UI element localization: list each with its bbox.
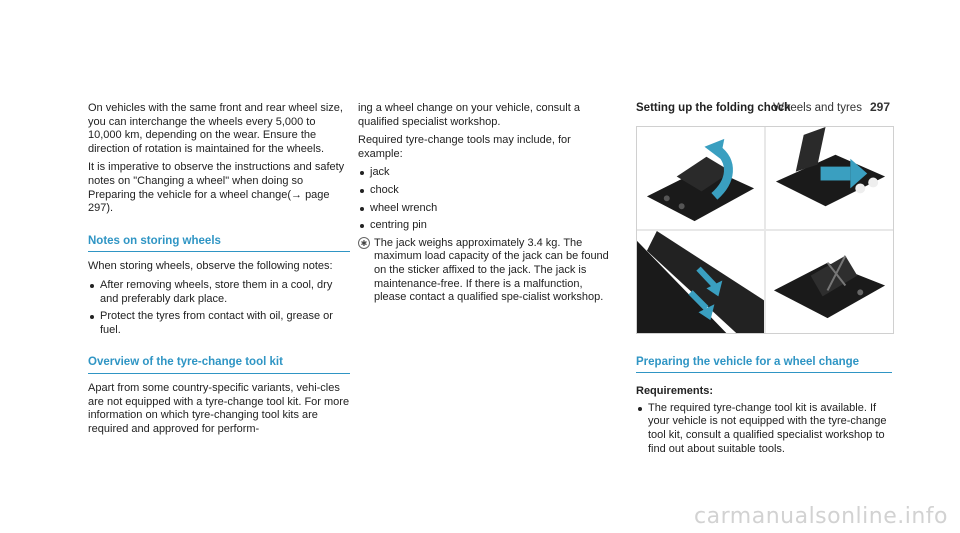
list-item: wheel wrench [358,202,616,216]
tools-list [358,166,616,232]
bullet-icon [360,224,364,228]
chock-step-1-image [637,127,764,229]
list-item: Protect the tyres from contact with oil, grease or fuel. [88,310,350,337]
chock-step-3-image [637,231,764,333]
list-item: After removing wheels, store them in a cool, dry and preferably dark place. [88,279,350,306]
info-note [358,237,616,305]
heading-folding-chock: Setting up the folding chock [636,102,791,114]
chock-step-2-image [766,127,893,229]
bullet-icon [638,407,642,411]
folding-chock-figure [636,126,894,334]
chock-step-4-image [766,231,893,333]
required-tools-intro: Required tyre-change tools may include, for example: [358,134,571,160]
section-title: Wheels and tyres [773,102,862,114]
column-1 [88,102,350,441]
bullet-icon [90,315,94,319]
list-item: jack [358,166,616,180]
continuation-paragraph: ing a wheel change on your vehicle, consult a qualified specialist workshop. [358,102,580,128]
bullet-icon [360,171,364,175]
heading-storing-wheels: Notes on storing wheels [88,235,350,253]
requirements-label: Requirements: [636,385,714,398]
column-3 [636,102,892,460]
bullet-icon [360,207,364,211]
bullet-icon [90,284,94,288]
tool-kit-paragraph: Apart from some country-specific variants, vehi-cles are not equipped with a tyre-change tool kit. For more information on which tyre-changing tool kits are required and approved for perform- [88,381,350,435]
heading-preparing-vehicle: Preparing the vehicle for a wheel change [636,356,892,374]
storing-intro: When storing wheels, observe the following notes: [88,260,333,273]
column-2 [358,102,616,305]
bullet-icon [360,189,364,193]
rotation-paragraph: On vehicles with the same front and rear wheel size, you can interchange the wheels every 5,000 to 10,000 km, depending on the wear. Ensure the direction of rotation is maintained for the wheels. [88,102,343,155]
page-number: 297 [869,100,890,114]
watermark: carmanualsonline.info [694,504,948,529]
storing-list [88,279,350,337]
heading-tool-kit: Overview of the tyre-change tool kit [88,356,350,374]
list-item: chock [358,184,616,198]
info-bulb-icon: ✱ [358,237,370,249]
requirements-list [636,402,892,456]
list-item: centring pin [358,219,616,233]
info-note-text: The jack weighs approximately 3.4 kg. The maximum load capacity of the jack can be found on the sticker affixed to the jack. The jack is maintenance-free. If there is a malfunction, please contact a qualified spe-cialist workshop. [374,236,609,304]
safety-paragraph: It is imperative to observe the instructions and safety notes on "Changing a wheel" when doing so Preparing the vehicle for a wheel change(→ page 297). [88,161,345,215]
list-item: The required tyre-change tool kit is available. If your vehicle is not equipped with the tyre-change tool kit, consult a qualified specialist workshop to find out about suitable tools. [636,402,892,456]
